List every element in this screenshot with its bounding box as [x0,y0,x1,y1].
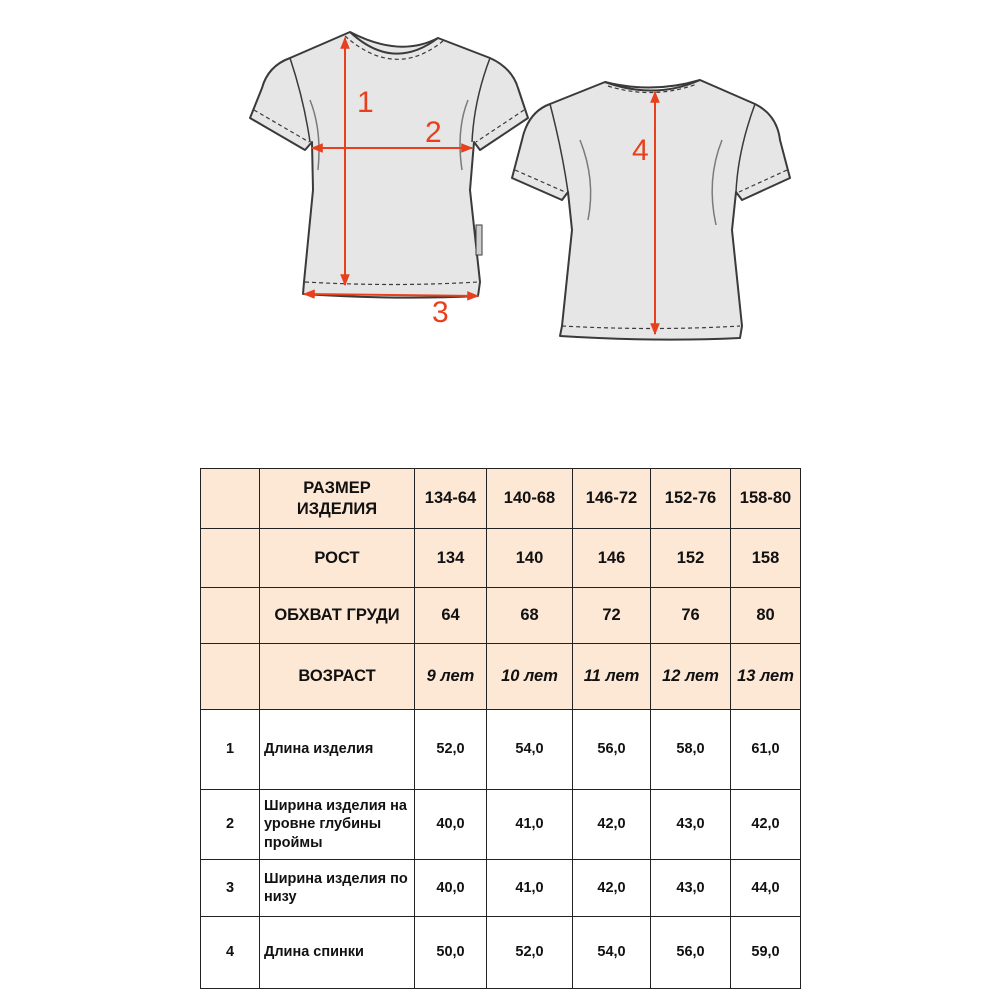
size-header: РАЗМЕР ИЗДЕЛИЯ [260,469,415,529]
age-header: ВОЗРАСТ [260,644,415,710]
size-value: 140-68 [487,469,573,529]
measurement-label: Ширина изделия по низу [260,860,415,917]
measurement-value: 44,0 [731,860,801,917]
measurement-value: 43,0 [651,790,731,860]
age-value: 12 лет [651,644,731,710]
size-value: 134-64 [415,469,487,529]
measurement-number: 2 [201,790,260,860]
age-value: 9 лет [415,644,487,710]
tshirt-measurement-diagram [0,0,1000,420]
size-row [201,469,801,529]
age-value: 11 лет [573,644,651,710]
measurement-value: 40,0 [415,790,487,860]
chest-value: 64 [415,588,487,644]
measurement-value: 54,0 [487,710,573,790]
size-value: 152-76 [651,469,731,529]
measurement-value: 50,0 [415,917,487,989]
chest-value: 72 [573,588,651,644]
age-row [201,644,801,710]
measurement-value: 40,0 [415,860,487,917]
measurement-row-1 [201,710,801,790]
age-value: 13 лет [731,644,801,710]
chest-value: 76 [651,588,731,644]
height-row [201,529,801,588]
measure-mark-4: 4 [632,134,649,167]
header-blank-cell [201,529,260,588]
tshirt-back-view [512,80,790,340]
measurement-value: 42,0 [573,860,651,917]
measure-mark-1: 1 [357,86,374,119]
chest-value: 80 [731,588,801,644]
measurement-row-4 [201,917,801,989]
measurement-value: 52,0 [487,917,573,989]
measurement-value: 43,0 [651,860,731,917]
measurement-number: 3 [201,860,260,917]
measurement-value: 42,0 [573,790,651,860]
measurement-label: Длина изделия [260,710,415,790]
chest-value: 68 [487,588,573,644]
measurement-row-2 [201,790,801,860]
measurement-value: 59,0 [731,917,801,989]
measurement-value: 56,0 [573,710,651,790]
measurement-number: 1 [201,710,260,790]
measurement-value: 54,0 [573,917,651,989]
measurement-value: 52,0 [415,710,487,790]
chest-row [201,588,801,644]
age-value: 10 лет [487,644,573,710]
height-value: 140 [487,529,573,588]
height-value: 134 [415,529,487,588]
tshirt-front-view [250,32,528,329]
measurement-label: Ширина изделия на уровне глубины проймы [260,790,415,860]
size-value: 158-80 [731,469,801,529]
measurement-value: 58,0 [651,710,731,790]
header-blank-cell [201,644,260,710]
measurement-value: 61,0 [731,710,801,790]
height-value: 152 [651,529,731,588]
size-value: 146-72 [573,469,651,529]
measurement-value: 56,0 [651,917,731,989]
measurement-label: Длина спинки [260,917,415,989]
size-chart-table [200,468,801,989]
measurement-value: 41,0 [487,860,573,917]
height-value: 158 [731,529,801,588]
measure-mark-2: 2 [425,116,442,149]
measurement-value: 42,0 [731,790,801,860]
height-value: 146 [573,529,651,588]
height-header: РОСТ [260,529,415,588]
measurement-number: 4 [201,917,260,989]
header-blank-cell [201,469,260,529]
measurement-row-3 [201,860,801,917]
chest-header: ОБХВАТ ГРУДИ [260,588,415,644]
measurement-value: 41,0 [487,790,573,860]
measure-mark-3: 3 [432,296,449,329]
header-blank-cell [201,588,260,644]
